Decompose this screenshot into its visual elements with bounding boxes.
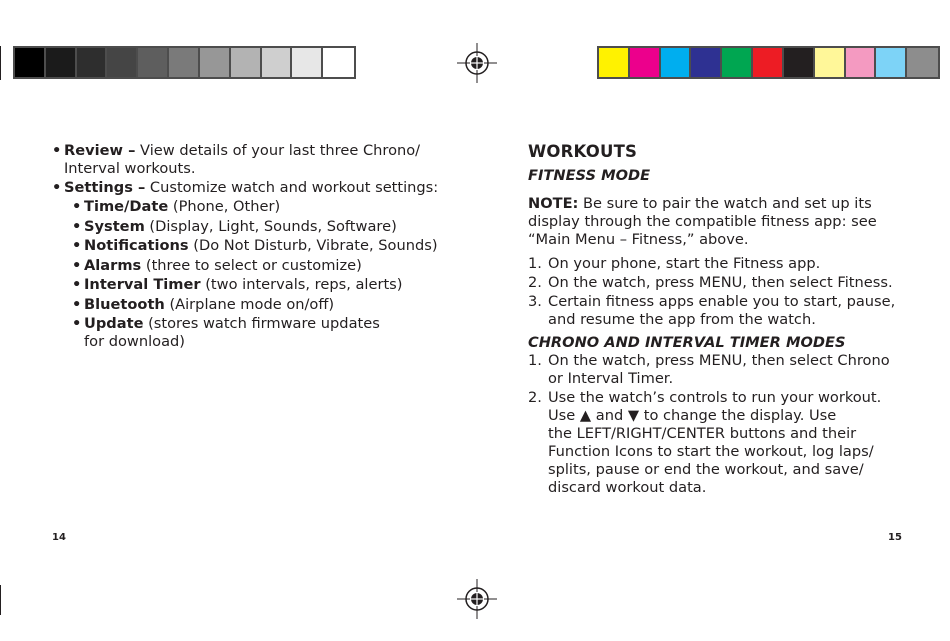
list-item: • Settings – Customize watch and workout settings: <box>52 179 439 196</box>
right-page-content <box>528 142 908 498</box>
list-item: 3. Certain fitness apps enable you to start, pause, and resume the app from the watch. <box>528 293 896 328</box>
list-item: • Update (stores watch firmware updates for download) <box>72 315 380 350</box>
color-swatch <box>876 48 907 77</box>
color-swatch <box>138 48 169 77</box>
list-item: 2. On the watch, press MENU, then select Fitness. <box>528 274 893 291</box>
color-swatch <box>292 48 323 77</box>
page-number: 14 <box>52 532 66 543</box>
list-item: • Time/Date (Phone, Other) <box>72 198 281 215</box>
registration-mark-icon <box>457 43 497 83</box>
color-swatch <box>907 48 938 77</box>
color-swatch <box>107 48 138 77</box>
list-item: • Review – View details of your last three Chrono/ Interval workouts. <box>52 142 421 177</box>
crop-mark <box>0 585 1 615</box>
color-swatch <box>753 48 784 77</box>
color-swatch <box>630 48 661 77</box>
color-swatch <box>784 48 815 77</box>
fitness-steps-list <box>528 255 908 329</box>
page-number: 15 <box>888 532 902 543</box>
color-swatch <box>815 48 846 77</box>
color-swatch <box>169 48 200 77</box>
list-item: • Bluetooth (Airplane mode on/off) <box>72 295 335 313</box>
list-item: • System (Display, Light, Sounds, Software) <box>72 217 397 235</box>
color-swatch <box>200 48 231 77</box>
process-color-bar <box>597 46 940 79</box>
note-paragraph: NOTE: Be sure to pair the watch and set up its display through the compatible fitness app: see “Main Menu – Fitness,” above. <box>528 195 877 248</box>
subsection-heading: FITNESS MODE <box>528 167 651 184</box>
color-swatch <box>46 48 77 77</box>
color-swatch <box>691 48 722 77</box>
list-item: 2. Use the watch’s controls to run your workout. Use ▲ and ▼ to change the display. Use the LEFT/RIGHT/CENTER buttons and their Function Icons to start the workout, log laps/ splits, pause or end the workout, and save/ discard workout data. <box>528 389 882 496</box>
registration-mark-icon <box>457 579 497 619</box>
color-swatch <box>846 48 877 77</box>
color-swatch <box>661 48 692 77</box>
chrono-steps-list <box>528 352 908 497</box>
color-swatch <box>262 48 293 77</box>
color-swatch <box>231 48 262 77</box>
grayscale-color-bar <box>13 46 356 79</box>
list-item: 1. On your phone, start the Fitness app. <box>528 255 821 272</box>
color-swatch <box>722 48 753 77</box>
list-item: • Interval Timer (two intervals, reps, alerts) <box>72 276 403 293</box>
color-swatch <box>599 48 630 77</box>
color-swatch <box>15 48 46 77</box>
subsection-heading: CHRONO AND INTERVAL TIMER MODES <box>528 334 846 351</box>
left-page-content <box>52 142 472 353</box>
list-item: 1. On the watch, press MENU, then select Chrono or Interval Timer. <box>528 352 890 387</box>
color-swatch <box>77 48 108 77</box>
list-item: • Notifications (Do Not Disturb, Vibrate, Sounds) <box>72 237 438 254</box>
crop-mark <box>0 46 1 80</box>
down-triangle-icon: ▼ <box>627 407 640 424</box>
list-item: • Alarms (three to select or customize) <box>72 256 362 274</box>
section-heading: WORKOUTS <box>528 142 638 161</box>
up-triangle-icon: ▲ <box>579 407 592 424</box>
color-swatch <box>323 48 354 77</box>
